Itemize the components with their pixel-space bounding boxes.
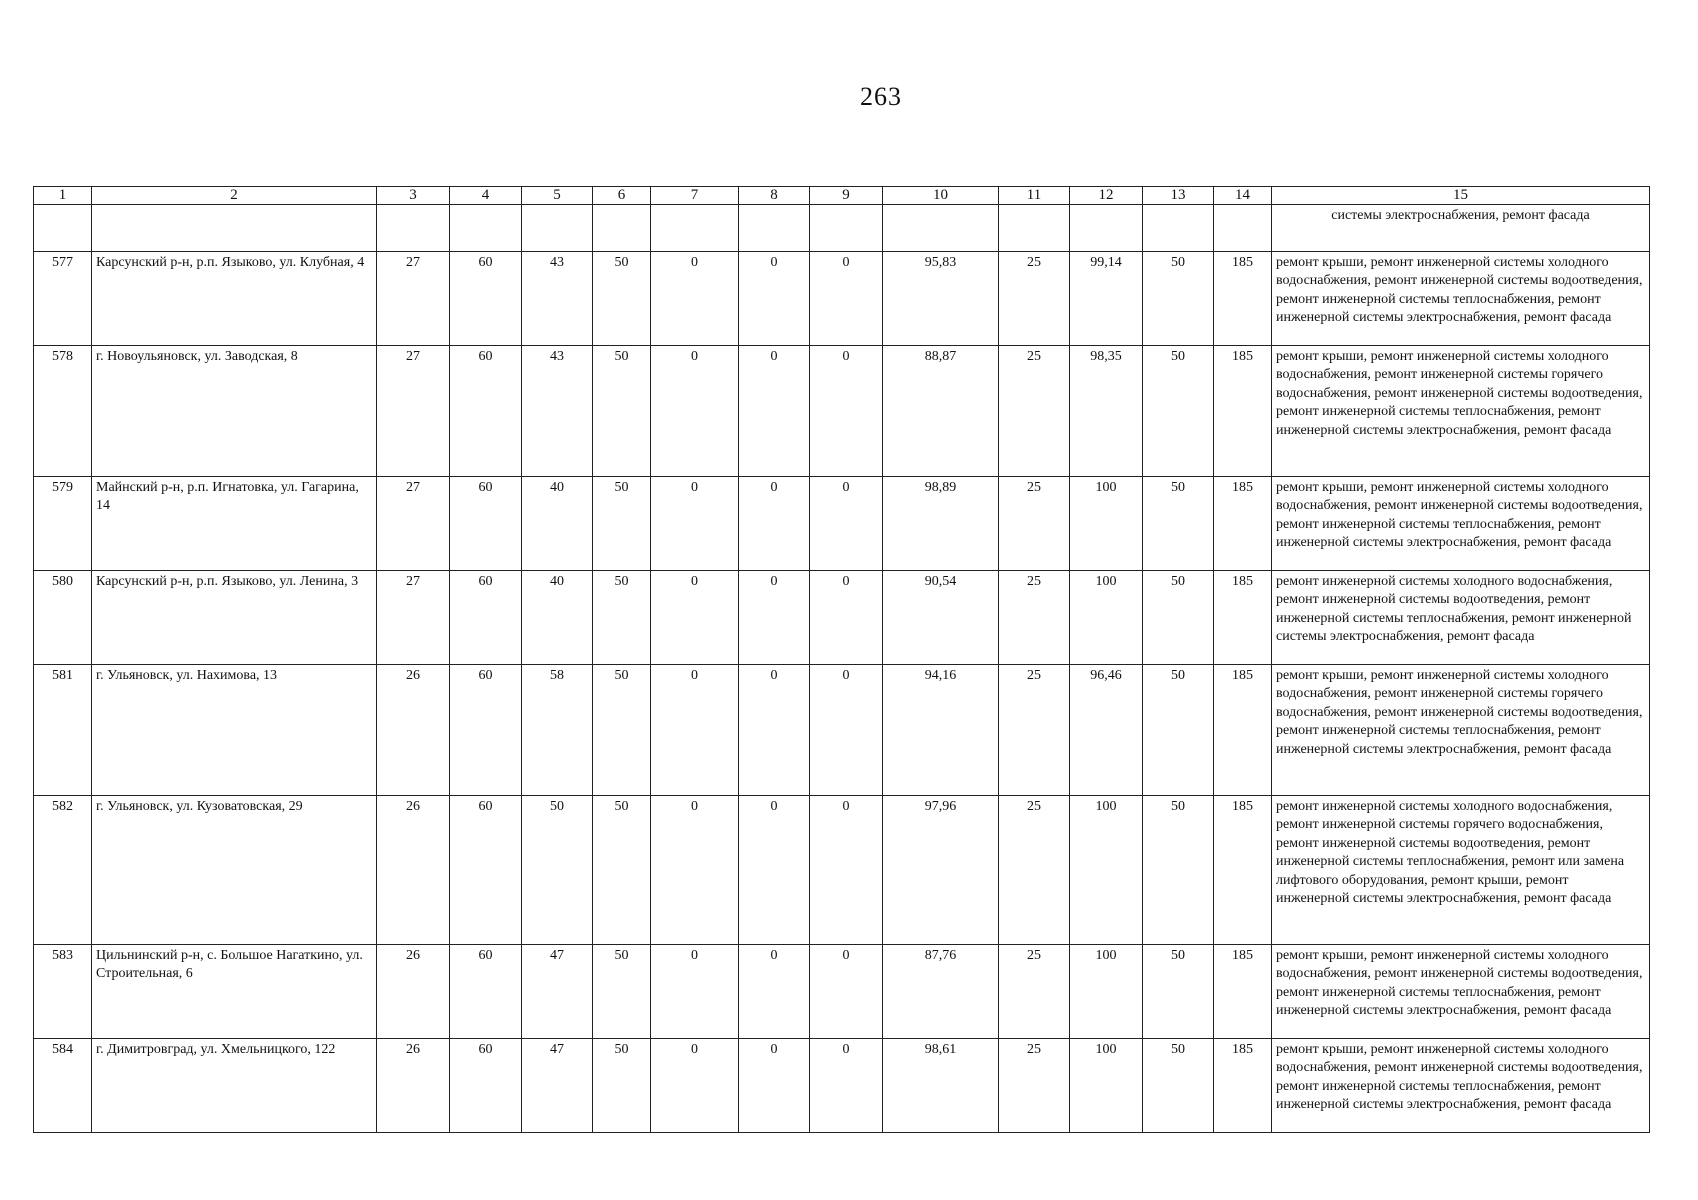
value-cell: 60 <box>450 945 522 1039</box>
table-row <box>34 571 1650 665</box>
column-header: 3 <box>377 187 450 205</box>
value-cell: 0 <box>810 571 883 665</box>
table-row <box>34 346 1650 477</box>
row-number: 579 <box>34 477 92 571</box>
value-cell: 26 <box>377 945 450 1039</box>
row-number: 583 <box>34 945 92 1039</box>
works-cell: ремонт крыши, ремонт инженерной системы холодного водоснабжения, ремонт инженерной системы водоотведения, ремонт инженерной системы теплоснабжения, ремонт инженерной системы электроснабжения, ремонт фасада <box>1272 1039 1650 1133</box>
row-number: 581 <box>34 665 92 796</box>
value-cell: 60 <box>450 796 522 945</box>
value-cell: 99,14 <box>1070 252 1143 346</box>
value-cell: 185 <box>1214 346 1272 477</box>
value-cell: 100 <box>1070 1039 1143 1133</box>
value-cell: 0 <box>810 945 883 1039</box>
value-cell: 25 <box>999 665 1070 796</box>
value-cell: 185 <box>1214 571 1272 665</box>
value-cell: 94,16 <box>883 665 999 796</box>
column-header: 1 <box>34 187 92 205</box>
address-cell: г. Ульяновск, ул. Нахимова, 13 <box>92 665 377 796</box>
column-header: 14 <box>1214 187 1272 205</box>
value-cell: 0 <box>739 571 810 665</box>
value-cell: 47 <box>522 1039 593 1133</box>
value-cell: 60 <box>450 1039 522 1133</box>
value-cell: 60 <box>450 571 522 665</box>
column-header: 15 <box>1272 187 1650 205</box>
value-cell: 97,96 <box>883 796 999 945</box>
column-header: 13 <box>1143 187 1214 205</box>
address-cell: г. Димитровград, ул. Хмельницкого, 122 <box>92 1039 377 1133</box>
value-cell: 88,87 <box>883 346 999 477</box>
table-row <box>34 252 1650 346</box>
value-cell: 50 <box>1143 945 1214 1039</box>
column-header: 7 <box>651 187 739 205</box>
value-cell: 50 <box>593 796 651 945</box>
value-cell: 50 <box>1143 571 1214 665</box>
column-header: 2 <box>92 187 377 205</box>
row-number: 577 <box>34 252 92 346</box>
value-cell: 100 <box>1070 796 1143 945</box>
works-cell: ремонт крыши, ремонт инженерной системы холодного водоснабжения, ремонт инженерной системы водоотведения, ремонт инженерной системы теплоснабжения, ремонт инженерной системы электроснабжения, ремонт фасада <box>1272 945 1650 1039</box>
value-cell: 0 <box>739 252 810 346</box>
value-cell: 0 <box>739 945 810 1039</box>
value-cell: 40 <box>522 571 593 665</box>
value-cell: 50 <box>1143 665 1214 796</box>
value-cell: 50 <box>1143 346 1214 477</box>
table-row <box>34 477 1650 571</box>
value-cell: 50 <box>1143 796 1214 945</box>
value-cell: 27 <box>377 346 450 477</box>
value-cell: 60 <box>450 477 522 571</box>
row-number: 584 <box>34 1039 92 1133</box>
column-number-row <box>34 187 1650 205</box>
value-cell: 98,35 <box>1070 346 1143 477</box>
value-cell: 25 <box>999 571 1070 665</box>
continuation-text: системы электроснабжения, ремонт фасада <box>1272 205 1650 252</box>
value-cell: 0 <box>739 1039 810 1133</box>
value-cell: 98,89 <box>883 477 999 571</box>
value-cell: 0 <box>810 665 883 796</box>
value-cell: 0 <box>739 665 810 796</box>
value-cell: 0 <box>651 1039 739 1133</box>
value-cell: 0 <box>810 346 883 477</box>
works-cell: ремонт инженерной системы холодного водоснабжения, ремонт инженерной системы горячего водоснабжения, ремонт инженерной системы водоотведения, ремонт инженерной системы теплоснабжения, ремонт или замена лифтового оборудования, ремонт крыши, ремонт инженерной системы электроснабжения, ремонт фасада <box>1272 796 1650 945</box>
value-cell: 87,76 <box>883 945 999 1039</box>
address-cell: Майнский р-н, р.п. Игнатовка, ул. Гагарина, 14 <box>92 477 377 571</box>
value-cell: 50 <box>593 665 651 796</box>
value-cell: 43 <box>522 252 593 346</box>
value-cell: 58 <box>522 665 593 796</box>
value-cell: 40 <box>522 477 593 571</box>
value-cell: 96,46 <box>1070 665 1143 796</box>
value-cell: 185 <box>1214 796 1272 945</box>
value-cell: 0 <box>810 1039 883 1133</box>
value-cell: 100 <box>1070 945 1143 1039</box>
works-cell: ремонт крыши, ремонт инженерной системы холодного водоснабжения, ремонт инженерной системы водоотведения, ремонт инженерной системы теплоснабжения, ремонт инженерной системы электроснабжения, ремонт фасада <box>1272 252 1650 346</box>
value-cell: 25 <box>999 346 1070 477</box>
column-header: 4 <box>450 187 522 205</box>
value-cell: 185 <box>1214 665 1272 796</box>
table-row <box>34 1039 1650 1133</box>
address-cell: Цильнинский р-н, с. Большое Нагаткино, ул. Строительная, 6 <box>92 945 377 1039</box>
column-header: 9 <box>810 187 883 205</box>
value-cell: 0 <box>739 477 810 571</box>
value-cell: 185 <box>1214 1039 1272 1133</box>
value-cell: 0 <box>810 252 883 346</box>
value-cell: 0 <box>651 477 739 571</box>
value-cell: 50 <box>593 1039 651 1133</box>
column-header: 10 <box>883 187 999 205</box>
address-cell: г. Новоульяновск, ул. Заводская, 8 <box>92 346 377 477</box>
value-cell: 26 <box>377 1039 450 1133</box>
value-cell: 50 <box>1143 1039 1214 1133</box>
value-cell: 60 <box>450 665 522 796</box>
value-cell: 95,83 <box>883 252 999 346</box>
table-row <box>34 945 1650 1039</box>
value-cell: 27 <box>377 477 450 571</box>
column-header: 5 <box>522 187 593 205</box>
value-cell: 26 <box>377 796 450 945</box>
value-cell: 26 <box>377 665 450 796</box>
column-header: 8 <box>739 187 810 205</box>
works-cell: ремонт крыши, ремонт инженерной системы холодного водоснабжения, ремонт инженерной системы горячего водоснабжения, ремонт инженерной системы водоотведения, ремонт инженерной системы теплоснабжения, ремонт инженерной системы электроснабжения, ремонт фасада <box>1272 346 1650 477</box>
value-cell: 25 <box>999 1039 1070 1133</box>
value-cell: 47 <box>522 945 593 1039</box>
column-header: 12 <box>1070 187 1143 205</box>
table-row <box>34 665 1650 796</box>
table-row <box>34 796 1650 945</box>
value-cell: 60 <box>450 252 522 346</box>
value-cell: 50 <box>593 571 651 665</box>
value-cell: 185 <box>1214 477 1272 571</box>
column-header: 11 <box>999 187 1070 205</box>
value-cell: 50 <box>593 945 651 1039</box>
value-cell: 90,54 <box>883 571 999 665</box>
value-cell: 50 <box>593 346 651 477</box>
value-cell: 25 <box>999 252 1070 346</box>
value-cell: 0 <box>651 945 739 1039</box>
value-cell: 27 <box>377 252 450 346</box>
value-cell: 0 <box>651 665 739 796</box>
value-cell: 0 <box>651 346 739 477</box>
value-cell: 50 <box>1143 252 1214 346</box>
value-cell: 0 <box>651 796 739 945</box>
value-cell: 0 <box>651 252 739 346</box>
repair-register-table <box>33 186 1650 1133</box>
continuation-row <box>34 205 1650 252</box>
works-cell: ремонт крыши, ремонт инженерной системы холодного водоснабжения, ремонт инженерной системы водоотведения, ремонт инженерной системы теплоснабжения, ремонт инженерной системы электроснабжения, ремонт фасада <box>1272 477 1650 571</box>
address-cell: Карсунский р-н, р.п. Языково, ул. Ленина, 3 <box>92 571 377 665</box>
value-cell: 185 <box>1214 945 1272 1039</box>
value-cell: 50 <box>593 477 651 571</box>
value-cell: 25 <box>999 477 1070 571</box>
value-cell: 60 <box>450 346 522 477</box>
value-cell: 0 <box>810 477 883 571</box>
value-cell: 27 <box>377 571 450 665</box>
value-cell: 0 <box>810 796 883 945</box>
value-cell: 98,61 <box>883 1039 999 1133</box>
value-cell: 0 <box>739 796 810 945</box>
value-cell: 0 <box>651 571 739 665</box>
value-cell: 25 <box>999 796 1070 945</box>
address-cell: Карсунский р-н, р.п. Языково, ул. Клубная, 4 <box>92 252 377 346</box>
row-number: 580 <box>34 571 92 665</box>
value-cell: 0 <box>739 346 810 477</box>
works-cell: ремонт крыши, ремонт инженерной системы холодного водоснабжения, ремонт инженерной системы горячего водоснабжения, ремонт инженерной системы водоотведения, ремонт инженерной системы теплоснабжения, ремонт инженерной системы электроснабжения, ремонт фасада <box>1272 665 1650 796</box>
value-cell: 185 <box>1214 252 1272 346</box>
value-cell: 25 <box>999 945 1070 1039</box>
page-number: 263 <box>860 82 902 111</box>
value-cell: 50 <box>1143 477 1214 571</box>
value-cell: 50 <box>593 252 651 346</box>
row-number: 578 <box>34 346 92 477</box>
value-cell: 43 <box>522 346 593 477</box>
works-cell: ремонт инженерной системы холодного водоснабжения, ремонт инженерной системы водоотведения, ремонт инженерной системы теплоснабжения, ремонт инженерной системы электроснабжения, ремонт фасада <box>1272 571 1650 665</box>
value-cell: 100 <box>1070 571 1143 665</box>
row-number: 582 <box>34 796 92 945</box>
column-header: 6 <box>593 187 651 205</box>
address-cell: г. Ульяновск, ул. Кузоватовская, 29 <box>92 796 377 945</box>
value-cell: 50 <box>522 796 593 945</box>
value-cell: 100 <box>1070 477 1143 571</box>
